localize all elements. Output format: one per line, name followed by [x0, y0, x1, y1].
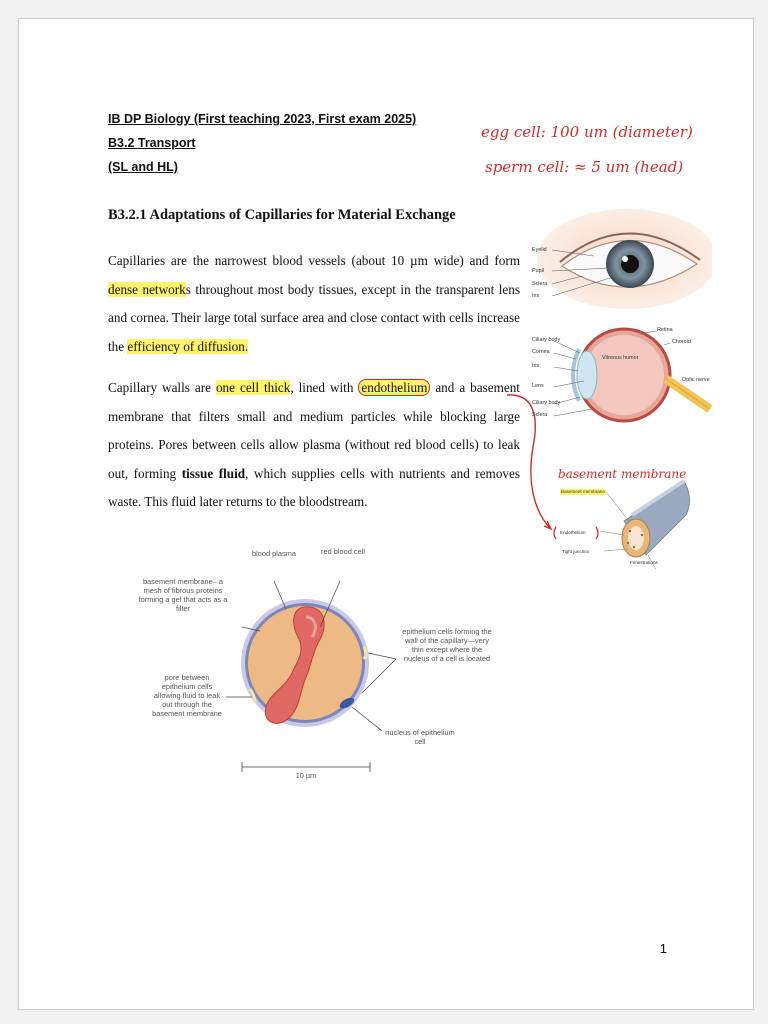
- label-retina: Retina: [657, 327, 673, 333]
- paragraph-2: Capillary walls are one cell thick, lined with endothelium and a basement membrane that filters small and medium particles while blocking large proteins. Pores between cells allow plasma (without red blood cells) to leak out, forming tissue fluid, which supplies cells with nutrients and removes waste. This fluid later returns to the bloodstream.: [108, 380, 520, 509]
- label-cornea: Cornea: [532, 349, 550, 355]
- label-tight-junction: Tight junction: [562, 549, 590, 554]
- label-scale-bar: 10 µm: [295, 771, 317, 780]
- label-endothelium: Endothelium: [560, 530, 586, 535]
- label-fenestrations: Fenestrations: [630, 560, 658, 565]
- label-choroid: Choroid: [672, 339, 691, 345]
- label-iris: Iris: [532, 293, 540, 299]
- label-lens: Lens: [532, 383, 544, 389]
- label-optic-nerve: Optic nerve: [682, 377, 710, 383]
- bold-tissue-fluid: tissue fluid: [181, 465, 246, 481]
- handwritten-sperm-note: sperm cell: ≈ 5 um (head): [485, 158, 684, 176]
- label-ciliary-body: Ciliary body: [532, 337, 561, 343]
- eye-exterior-image: [532, 204, 712, 309]
- label-nucleus: nucleus of epithelium cell: [385, 728, 455, 746]
- circled-endothelium: endothelium: [358, 379, 430, 396]
- handwritten-basement-note: basement membrane: [558, 467, 687, 481]
- label-epithelium-cells: epithelium cells forming the wall of the capillary—very thin except where the nucleus of a cell is located: [402, 627, 492, 663]
- label-pore: pore between epithelium cells allowing fluid to leak out through the basement membrane: [152, 673, 222, 718]
- eye-cross-section-image: [532, 319, 717, 431]
- label-blood-plasma: blood plasma: [252, 549, 296, 558]
- highlight-dense-network: dense network: [108, 281, 186, 297]
- page-number: 1: [659, 941, 667, 956]
- label-eyelid: Eyelid: [532, 247, 547, 253]
- capillary-3d-image: [544, 459, 694, 569]
- label-ciliary-body-2: Ciliary body: [532, 400, 561, 406]
- highlight-efficiency: efficiency of diffusion.: [127, 338, 249, 354]
- label-red-blood-cell: red blood cell: [321, 547, 365, 556]
- paragraph-1: Capillaries are the narrowest blood vessels (about 10 µm wide) and form dense networks throughout most body tissues, except in the transparent lens and cornea. Their large total surface area and close contact with cells increase the efficiency of diffusion.: [108, 253, 520, 354]
- label-pupil: Pupil: [532, 268, 544, 274]
- capillary-cross-section-diagram: [114, 547, 494, 787]
- section-title: B3.2.1 Adaptations of Capillaries for Material Exchange: [108, 207, 456, 223]
- label-sclera: Sclera: [532, 281, 548, 287]
- label-basement-membrane-diagram: basement membrane– a mesh of fibrous proteins forming a gel that acts as a filter: [138, 577, 228, 613]
- highlight-one-cell-thick: one cell thick: [215, 380, 291, 395]
- label-iris-2: Iris: [532, 363, 540, 369]
- handwritten-egg-note: egg cell: 100 um (diameter): [481, 123, 693, 141]
- label-basement-membrane: Basement membrane: [561, 489, 605, 494]
- level-title: (SL and HL): [108, 160, 178, 174]
- topic-title: B3.2 Transport: [108, 136, 196, 150]
- course-title: IB DP Biology (First teaching 2023, First exam 2025): [108, 112, 417, 126]
- document-page: [18, 18, 754, 1010]
- label-sclera-2: Sclera: [532, 412, 548, 418]
- label-vitreous: Vitreous humor: [602, 355, 639, 361]
